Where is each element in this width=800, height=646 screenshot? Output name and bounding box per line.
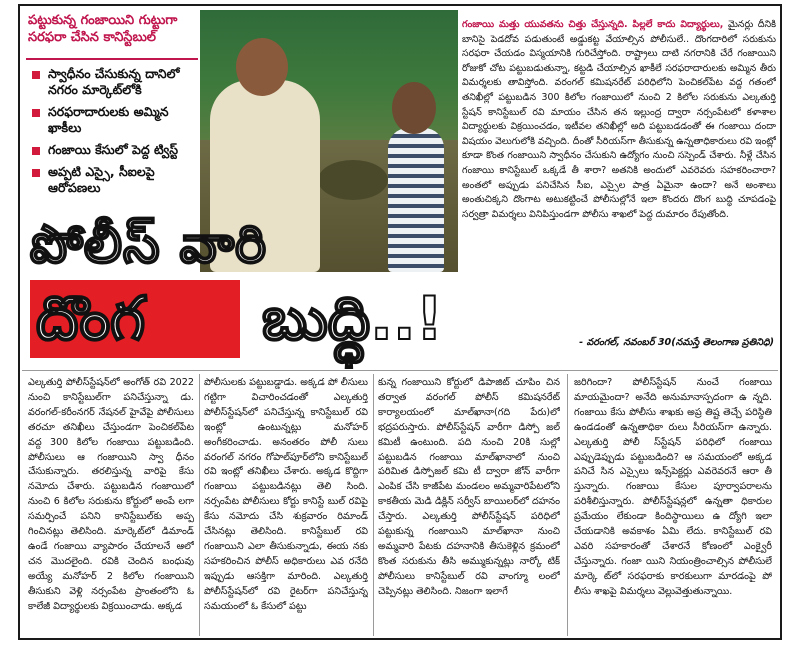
intro-lead: గంజాయి మత్తు యువతను చిత్తు చేస్తున్నది. పిల్లలే కాదు విద్యార్థులు, bbox=[462, 19, 724, 30]
bullet-item: గంజాయి కేసులో పెద్ద ట్విస్ట్ bbox=[30, 142, 202, 158]
body-column-4: జరిగిందా? పోలీస్‌స్టేషన్ నుంచే గంజాయి మాయమైందా? అనేది అనుమానాస్పదంగా ఉ న్నది. గంజాయి కేసు పోలీసు శాఖకు అప్ర తిష్ట తెచ్చే పరిస్థితి ఉండడంతో ఉన్నతాధికా రులు సీరియస్‌గా ఉన్నారు. ఎల్కతుర్తి పోలీ స్‌స్టేషన్ పరిధిలో గంజాయి ఎప్పుడెప్పుడు పట్టుబడింది? ఆ సమయంలో అక్కడ పనిచే సిన ఎస్సైలు ఇన్స్‌పెక్టర్లు ఎవరెవరనే ఆరా తీ స్తున్నారు. గంజాయి కేసుల పూర్వాపరాలను పరిశీలిస్తున్నారు. పోలీస్‌స్టేషన్లలో ఉన్నతా ధికారుల ప్రమేయం లేకుండా కిందిస్థాయిలు ఉ ద్యోగి ఇలా చేయడానికి అవకాశం ఏమి లేదు. కానిస్టేబుల్ రవి ఎవరి సహకారంతో చేశారనే కోణంలో ఎంక్వైరీ చేస్తున్నారు. గంజా యిని నియంత్రించాల్సిన పోలీసులే మార్కె ట్‌లో సరఫరాకు కారకులుగా మారడంపై పో లీసు శాఖపై విమర్శలు వెల్లువెత్తుతున్నాయి. bbox=[574, 377, 772, 597]
byline: - వరంగల్, నవంబర్ 30(నమస్తే తెలంగాణ ప్రతినిధి) bbox=[579, 337, 774, 348]
highlight-divider bbox=[26, 58, 198, 60]
bullet-item: సరఫరాదారులకు అమ్మిన ఖాకీలు bbox=[30, 104, 202, 136]
headline-line2-part2: బుద్ధి..! bbox=[262, 284, 444, 354]
bullet-item: అప్పటి ఎస్సై, సీఐలపై ఆరోపణలు bbox=[30, 164, 202, 196]
highlight-title: పట్టుకున్న గంజాయిని గుట్టుగా సరఫరా చేసిన కానిస్టేబుల్ bbox=[28, 13, 178, 45]
intro-text: మైనర్లు దీనికి బానిసై పెడదోవ పడుతుంటే అడ్డుకట్ట వేయాల్సిన పోలీసులే.. దొంగదారిలో సరుకును సరఫరా చేయడం విస్మయానికి గురిచేస్తోంది. రాష్ట్రాలు దాటి నగరానికి చేరే గంజాయిని రోజుకో చోట పట్టుబడుతున్నా, కట్టడి చేయాల్సిన ఖాకీలే సరఫరాదారులకు అమ్మిన తీరు విమర్శలకు తావిస్తోంది. వరంగల్ కమిషనరేట్ పరిధిలోని పెంచికల్‌పేట వద్ద గతంలో తనిఖీల్లో పట్టుబడిన 300 కిలోల గంజాయిలో నుంచి 2 కిలోల సరుకును ఎల్కతుర్తి స్టేషన్ కానిస్టేబుల్ రవి మాయం చేసిన తన ఇల్లుంద్ర ద్వారా నర్సంపేటలో కళాశాల విద్యార్థులకు విక్రయించడం, ఇటీవల తనిఖీల్లో అది పట్టుబడడంతో ఈ గంజాయి దందా విషయం వెలుగులోకి వచ్చింది. దీంతో సీరియస్‌గా తీసుకున్న ఉన్నతాధికారులు రవి ఇంట్లో కూడా కొంత గంజాయిని స్వాధీనం చేసుకుని ఉద్యోగం నుంచి సస్పెండ్ చేశారు. నీళ్లే చేసిన గంజాయి కానిస్టేబుల్ ఒక్కడే తీ శారా? అతనికి అందులో ఎవరెవరు సహకరించారా? అంతలో అప్పుడు పనిచేసిన సీఐ, ఎస్సైల పాత్ర ఏమైనా ఉందా? అనే అంశాలు అంతుచిక్కని దొంగాట అటుకట్టించే పోలీసుల్లోనే ఇలా కొందరు దొంగ బుద్ధి చూపడంపై సర్వత్రా విమర్శలు వినిపిస్తుండగా పోలీసు శాఖలో పెద్ద దుమారం రేపుతోంది. bbox=[462, 19, 776, 220]
photo-officer-head bbox=[236, 38, 288, 96]
photo-youth bbox=[388, 128, 444, 272]
body-column-2: పోలీసులకు పట్టుబడ్డాడు. అక్కడ పో లీసులు గట్టిగా విచారించడంతో ఎల్కతుర్తి పోలీస్‌స్టేషన్‌లో పనిచేస్తున్న కానిస్టేబుల్ రవి ఇంట్లో ఉంటున్నట్లు మనోహర్ అంగీకరించాడు. అనంతరం పోలీ సులు వరంగల్ నగరం గోపాల్‌పూర్‌లోని కానిస్టేబుల్ రవి ఇంట్లో తనిఖీలు చేశారు. అక్కడ కొద్దిగా గంజాయి పట్టుబడినట్లు తెలి సింది. నర్సంపేట పోలీసులు కోర్టు కానిస్టే బుల్ రవిపై కేసు నమోదు చేసి శుక్రవారం రిమాండ్ చేసినట్లు తెలిసింది. కానిస్టేబుల్ రవి గంజాయిని ఎలా తీసుకున్నాడు, ఈయ నకు సహకరించిన పోలీస్ అధికారులు ఎవ రనేది ఇప్పుడు ఆసక్తిగా మారింది. ఎల్కతుర్తి పోలీస్‌స్టేషన్‌లో రవి రైటర్‌గా పనిచేస్తున్న సమయంలో ఓ కేసులో పట్టు bbox=[204, 377, 368, 612]
column-divider bbox=[567, 374, 568, 636]
column-divider bbox=[373, 374, 374, 636]
body-column-1: ఎల్కతుర్తి పోలీస్‌స్టేషన్‌లో అంగోత్ రవి 2022 నుంచి కానిస్టేబుల్‌గా పనిచేస్తున్నా డు. వరంగల్-కరీంనగర్ నేషనల్ హైవేపై పోలీసులు తరచూ తనిఖీలు చేస్తుండగా పెంచికల్‌పేట వద్ద 300 కిలోల గంజాయి పట్టుబడింది. పోలీసులు ఆ గంజాయిని స్వా ధీనం చేసుకున్నారు. తరలిస్తున్న వారిపై కేసు నమోదు చేశారు. పట్టుబడిన గంజాయిలో నుంచి 6 కిలోల సరుకును కోర్టులో అంపే లగా సమర్పించే పనిని కానిస్టేబుల్‌కు అప్ప గించినట్లు తెలిసింది. మార్కెట్‌లో డిమాండ్ ఉండే గంజాయి వ్యాపారం చేయాలనే ఆలో చన మొదలైంది. రవికి చెందిన బంధువు అయ్యే మనోహర్ 2 కిలోల గంజాయిని తీసుకుని వెళ్లి నర్సంపేట ప్రాంతంలోని ఓ కాలేజీ విద్యార్థులకు విక్రయించాడు. అక్కడ bbox=[28, 377, 194, 612]
column-divider bbox=[199, 374, 200, 636]
headline-line1: పోలీస్ వారి bbox=[30, 215, 267, 275]
intro-column bbox=[462, 18, 776, 222]
body-column-3: కున్న గంజాయిని కోర్టులో డిపాజిట్ చూపిం చిన తర్వాత వరంగల్ పోలీస్ కమిషనరేట్ కార్యాలయంలో మాల్‌ఖానా(గది పేరు)లో భద్రపరుస్తారు. పోలీస్‌స్టేషన్ వారీగా డిస్పో జల్ కమిటీ ఉంటుంది. పది నుంచి 20కి సుల్లో పట్టుబడిన గంజాయి మాల్‌ఖానాలో నుంచి పరిమిత డిస్పోజల్ కమి టీ ద్వారా జోన్ వారీగా ఎంపిక చేసి కాజీపేట మండలం అమ్మవారిపేటలోని కాకతీయ మెడి డిక్లిన్ సర్వీస్ బాయిలర్‌లో దహనం చేస్తారు. ఎల్కతుర్తి పోలీస్‌స్టేషన్ పరిధిలో పట్టుకున్న గంజాయిని మాల్‌ఖానా నుంచి అమ్మవారి పేటకు దహనానికి తీసుకెళ్లిన క్రమంలో కొంత సరుకును తీసి అమ్ముకున్నట్లు నార్కో టిక్ పోలీసులు కానిస్టేబుల్ రవి వాంగ్మూ లంలో చెప్పినట్లు తెలిసింది. నిజంగా ఇలాగే bbox=[378, 377, 560, 597]
photo-ganja-pile bbox=[318, 160, 388, 200]
body-top-rule bbox=[22, 370, 778, 371]
highlight-bullets bbox=[30, 66, 202, 202]
highlight-box bbox=[22, 8, 200, 216]
photo-youth-head bbox=[392, 82, 436, 134]
headline-line2-part1: దొంగ bbox=[36, 284, 146, 354]
bullet-item: స్వాధీనం చేసుకున్న దానిలో నగరం మార్కెట్‌లోకి bbox=[30, 66, 202, 98]
